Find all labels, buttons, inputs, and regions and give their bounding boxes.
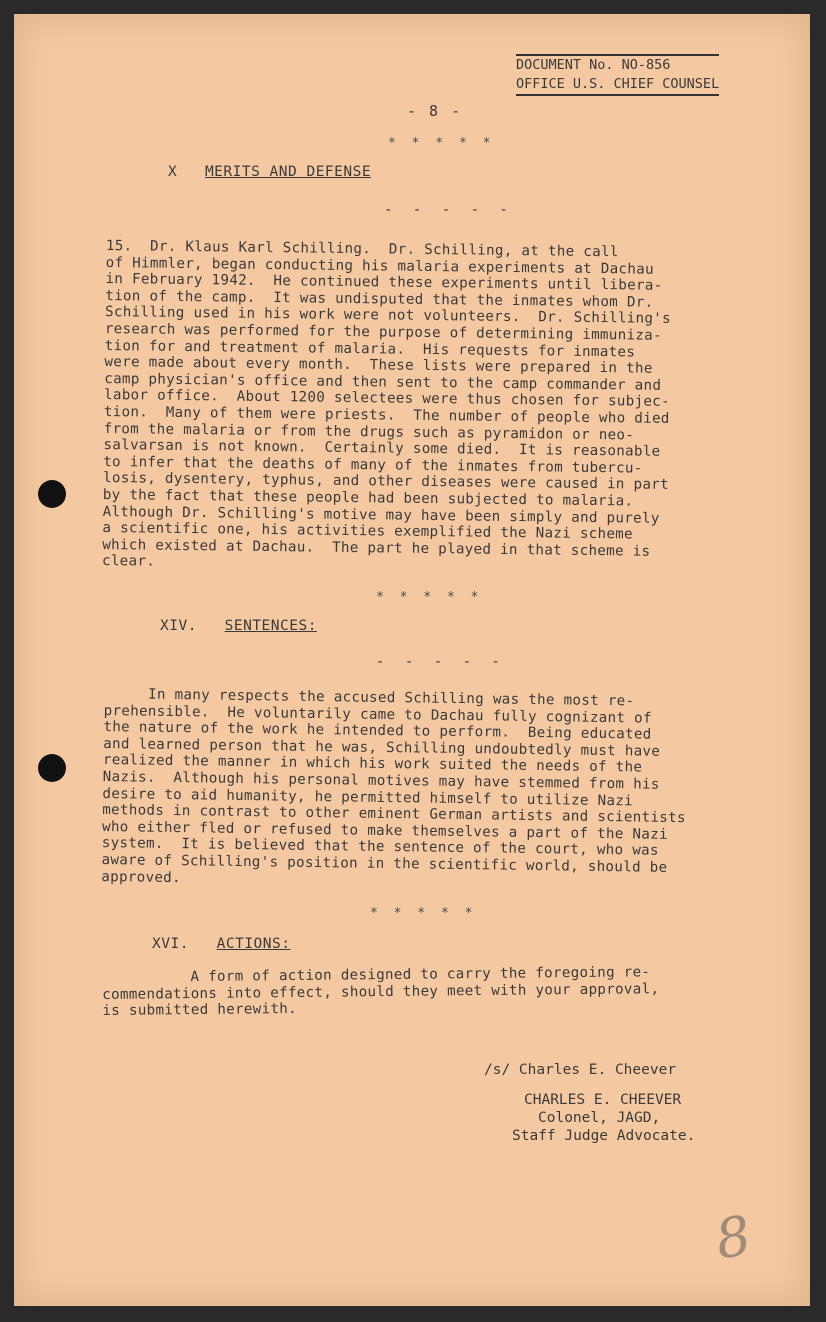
signatory-rank: Colonel, JAGD, (538, 1110, 661, 1126)
punch-hole (38, 754, 66, 782)
section-title: ACTIONS: (216, 936, 291, 952)
actions-paragraph: A form of action designed to carry the foregoing re- commendations into effect, should they meet with your approval, is submitted herewith. (102, 964, 660, 1020)
section-heading-xiv (160, 618, 317, 634)
signature-line: /s/ Charles E. Cheever (484, 1062, 677, 1078)
doc-number: DOCUMENT No. NO-856 (516, 54, 719, 75)
document-page (14, 14, 810, 1306)
sentences-paragraph: In many respects the accused Schilling was the most re- prehensible. He voluntarily came to Dachau fully cognizant of the nature of the work he intended to perform. Being educated and learned person that he was, Schilling undoubtedly must have realized the manner in which his work suited the needs of the Nazis. Although his personal motives may have stemmed from his desire to aid humanity, he permitted himself to utilize Nazi methods in contrast to other eminent German artists and scientists who either fled or refused to make themselves a part of the Nazi system. It is believed that the sentence of the court, who was aware of Schilling's position in the scientific world, should be approved. (101, 686, 686, 886)
document-reference (516, 54, 719, 96)
separator-stars: * * * * * (370, 906, 477, 921)
section-number: XVI. (152, 936, 189, 952)
signatory-title: Staff Judge Advocate. (512, 1128, 696, 1144)
section-number: X (168, 164, 178, 180)
section-heading-x (168, 164, 371, 180)
section-title: MERITS AND DEFENSE (204, 164, 372, 180)
page-number: - 8 - (407, 102, 463, 120)
section-heading-xvi (152, 936, 290, 952)
signatory-name: CHARLES E. CHEEVER (524, 1092, 682, 1108)
separator-dashes: - - - - - (376, 654, 506, 670)
merits-paragraph: 15. Dr. Klaus Karl Schilling. Dr. Schilling, at the call of Himmler, began conducting his malaria experiments at Dachau in February 1942. He continued these experiments until libera- tion of the camp. It was undisputed that the inmates whom Dr. Schilling used in his work were not volunteers. Dr. Schilling's research was performed for the purpose of determining immuniza- tion for and treatment of malaria. His requests for inmates were made about every month. These lists were prepared in the camp physician's office and then sent to the camp commander and labor office. About 1200 selectees were thus chosen for subjec- tion. Many of them were priests. The number of people who died from the malaria or from the drugs such as pyramidon or neo- salvarsan is not known. Certainly some died. It is reasonable to infer that the deaths of many of the inmates from tubercu- losis, dysentery, typhus, and other diseases were caused in part by the fact that these people had been subjected to malaria. Although Dr. Schilling's motive may have been simply and purely a scientific one, his activities exemplified the Nazi scheme which existed at Dachau. The part he played in that scheme is clear. (101, 238, 672, 570)
separator-dashes: - - - - - (384, 202, 514, 218)
punch-hole (38, 480, 66, 508)
separator-stars: * * * * * (376, 590, 483, 605)
separator-stars: * * * * * (388, 136, 495, 151)
section-title: SENTENCES: (224, 618, 317, 634)
section-number: XIV. (160, 618, 197, 634)
handwritten-page-mark: 8 (710, 1203, 756, 1272)
doc-office: OFFICE U.S. CHIEF COUNSEL (516, 75, 719, 96)
